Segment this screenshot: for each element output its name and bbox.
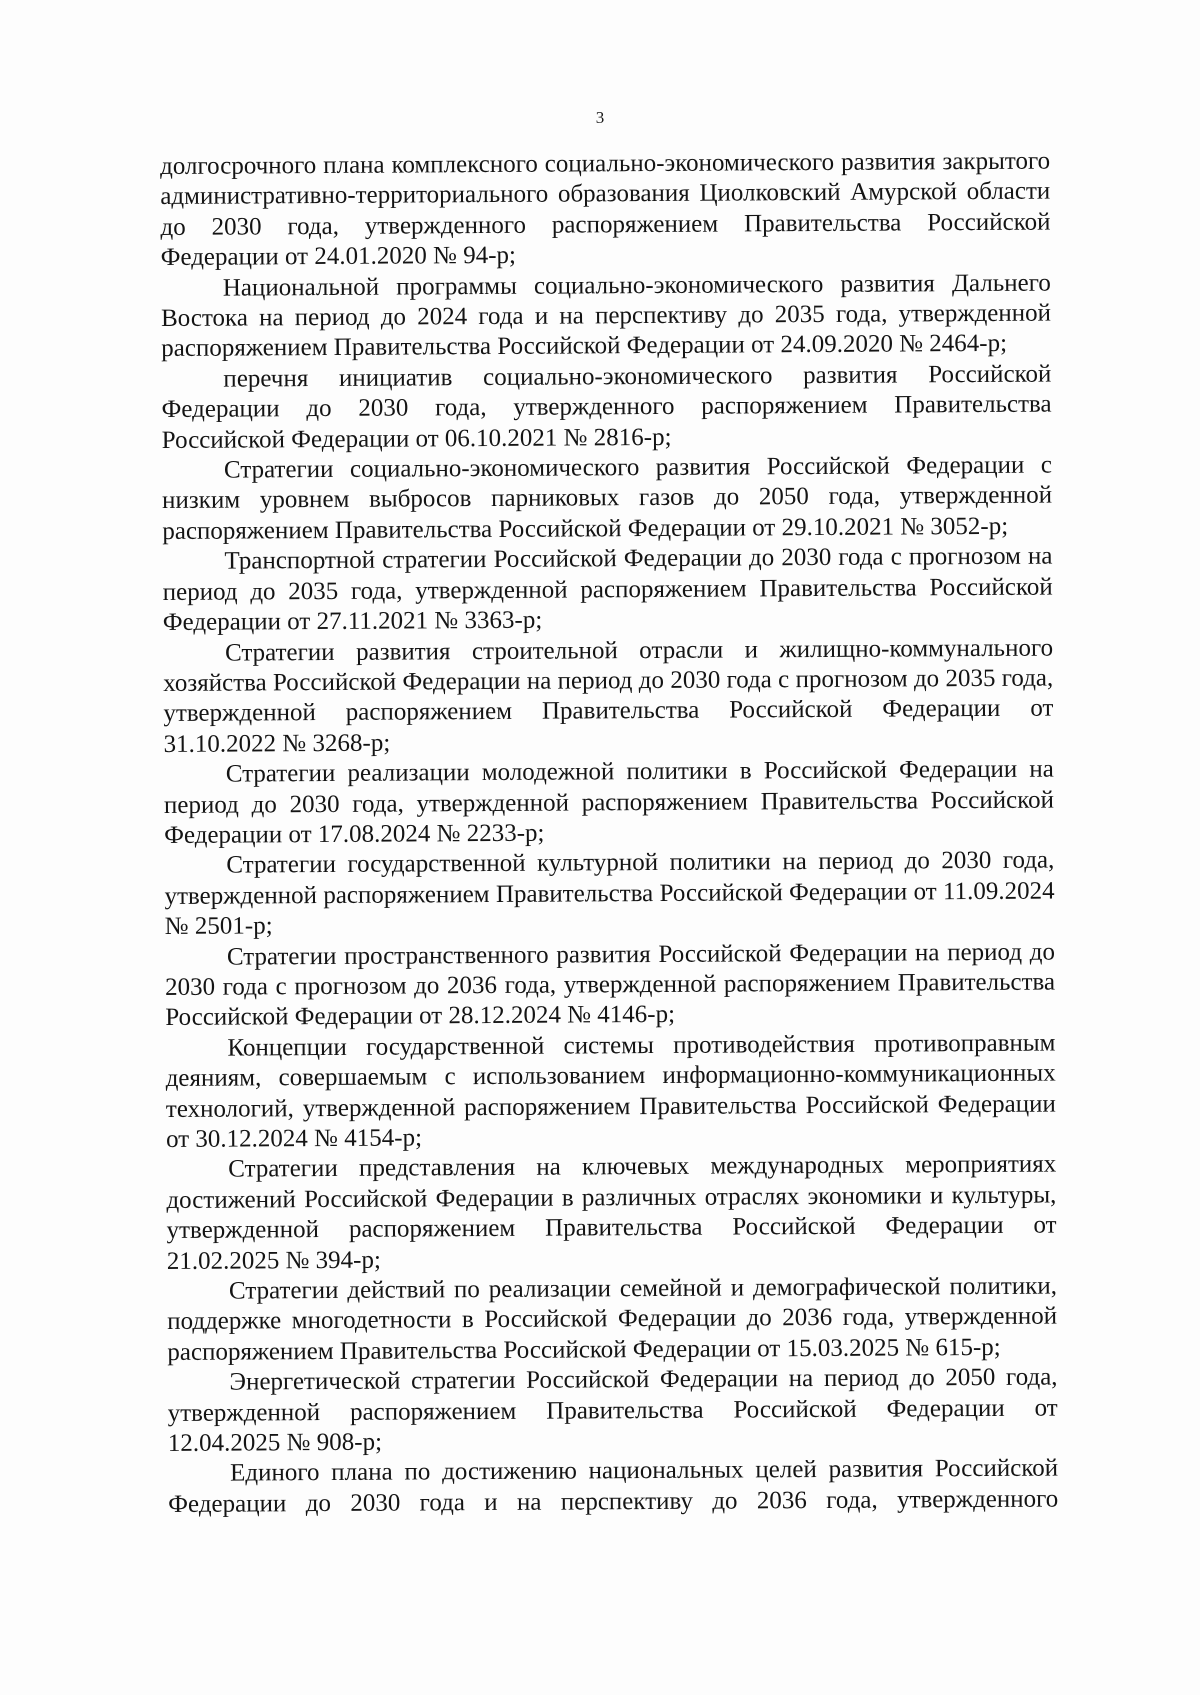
paragraph-international-events-strategy: Стратегии представления на ключевых международных мероприятиях достижений Российской Федерации в различных отраслях экономики и культуры, утвержденной распоряжением Правительства Российской Федерации от 21.02.2025 № 394-р; <box>166 1150 1057 1275</box>
paragraph-energy-strategy: Энергетической стратегии Российской Федерации на период до 2050 года, утвержденной распоряжением Правительства Российской Федерации от 12.04.2025 № 908-р; <box>167 1363 1058 1458</box>
paragraph-youth-policy-strategy: Стратегии реализации молодежной политики в Российской Федерации на период до 2030 года, утвержденной распоряжением Правительства Российской Федерации от 17.08.2024 № 2233-р; <box>163 755 1055 849</box>
paragraph-far-east-program: Национальной программы социально-экономического развития Дальнего Востока на период до 2024 года и на перспективу до 2035 года, утвержденной распоряжением Правительства Российской Федерации от 24.09.2020 № 2464-р; <box>160 269 1052 363</box>
paragraph-unified-plan: Единого плана по достижению национальных целей развития Российской Федерации до 2030 года и на перспективу до 2036 года, утвержденного <box>168 1455 1059 1518</box>
paragraph-low-emission-strategy: Стратегии социально-экономического развития Российской Федерации с низким уровнем выбросов парниковых газов до 2050 года, утвержденной распоряжением Правительства Российской Федерации от 29.10.2021 № 3052-р; <box>162 451 1053 545</box>
document-body <box>160 147 1058 1521</box>
paragraph-family-policy-strategy: Стратегии действий по реализации семейной и демографической политики, поддержке многодетности в Российской Федерации до 2036 года, утвержденной распоряжением Правительства Российской Федерации от 15.03.2025 № 615-р; <box>167 1272 1058 1366</box>
paragraph-tsiolkovsky-plan: долгосрочного плана комплексного социально-экономического развития закрытого административно-территориального образования Циолковский Амурской области до 2030 года, утвержденного распоряжением Правительства Российской Федерации от 24.01.2020 № 94-р; <box>160 147 1051 272</box>
paragraph-cultural-policy-strategy: Стратегии государственной культурной политики на период до 2030 года, утвержденной распоряжением Правительства Российской Федерации от 11.09.2024 № 2501-р; <box>164 846 1055 941</box>
paragraph-transport-strategy: Транспортной стратегии Российской Федерации до 2030 года с прогнозом на период до 2035 года, утвержденной распоряжением Правительства Российской Федерации от 27.11.2021 № 3363-р; <box>162 542 1053 637</box>
page-number: 3 <box>595 108 605 127</box>
paragraph-construction-strategy: Стратегии развития строительной отрасли и жилищно-коммунального хозяйства Российской Федерации на период до 2030 года с прогнозом до 2035 года, утвержденной распоряжением Правительства Российской Федерации от 31.10.2022 № 3268-р; <box>163 634 1054 758</box>
paragraph-spatial-development-strategy: Стратегии пространственного развития Российской Федерации на период до 2030 года с прогнозом до 2036 года, утвержденной распоряжением Правительства Российской Федерации от 28.12.2024 № 4146-р; <box>165 938 1056 1032</box>
paragraph-initiatives-list: перечня инициатив социально-экономического развития Российской Федерации до 2030 года, утвержденного распоряжением Правительства Российской Федерации от 06.10.2021 № 2816-р; <box>161 360 1052 454</box>
paragraph-ict-crime-concept: Концепции государственной системы противодействия противоправным деяниям, совершаемым с использованием информационно-коммуникационных технологий, утвержденной распоряжением Правительства Российской Федерации от 30.12.2024 № 4154-р; <box>165 1029 1056 1153</box>
